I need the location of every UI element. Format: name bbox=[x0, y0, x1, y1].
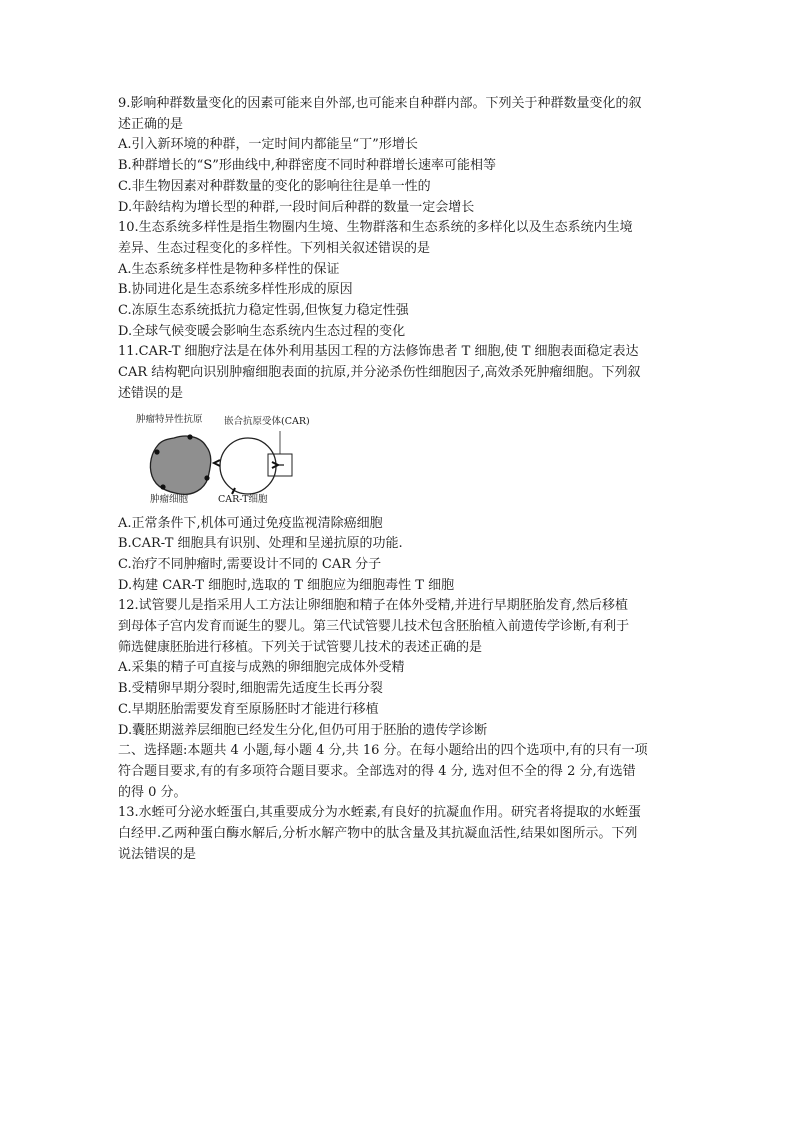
question-10-option-c: C.冻原生态系统抵抗力稳定性弱,但恢复力稳定性强 bbox=[118, 303, 409, 319]
question-9-option-b: B.种群增长的“S”形曲线中,种群密度不同时种群增长速率可能相等 bbox=[118, 158, 497, 174]
label-tumor-cell: 肿瘤细胞 bbox=[150, 493, 189, 505]
question-12-stem-line: 到母体子宫内发育而诞生的婴儿。第三代试管婴儿技术包含胚胎植入前遗传学诊断,有利于 bbox=[118, 619, 630, 635]
label-car-t-cell: CAR-T细胞 bbox=[218, 493, 268, 505]
section-2-line: 的得 0 分。 bbox=[118, 784, 187, 800]
question-12-option-d: D.囊胚期滋养层细胞已经发生分化,但仍可用于胚胎的遗传学诊断 bbox=[118, 722, 488, 738]
question-11-stem-line: 述错误的是 bbox=[118, 385, 184, 401]
question-9-option-d: D.年龄结构为增长型的种群,一段时间后种群的数量一定会增长 bbox=[118, 199, 475, 215]
question-10-option-b: B.协同进化是生态系统多样性形成的原因 bbox=[118, 282, 353, 298]
question-13-stem-line: 13.水蛭可分泌水蛭蛋白,其重要成分为水蛭素,有良好的抗凝血作用。研究者将提取的水蛭蛋 bbox=[118, 805, 641, 821]
question-12-stem-line: 筛选健康胚胎进行移植。下列关于试管婴儿技术的表述正确的是 bbox=[118, 639, 483, 655]
question-11-option-b: B.CAR-T 细胞具有识别、处理和呈递抗原的功能. bbox=[118, 536, 403, 552]
question-11-option-d: D.构建 CAR-T 细胞时,选取的 T 细胞应为细胞毒性 T 细胞 bbox=[118, 577, 455, 593]
question-9-option-c: C.非生物因素对种群数量的变化的影响往往是单一性的 bbox=[118, 178, 431, 194]
label-tumor-antigen: 肿瘤特异性抗原 bbox=[136, 413, 203, 425]
car-receptor-mark bbox=[214, 460, 220, 466]
question-13-stem-line: 白经甲.乙两种蛋白酶水解后,分析水解产物中的肽含量及其抗凝血活性,结果如图所示。下列 bbox=[118, 826, 638, 842]
antigen-dot bbox=[154, 449, 159, 454]
tumor-cell-shape bbox=[150, 436, 210, 494]
question-13 bbox=[118, 803, 678, 865]
question-9 bbox=[118, 94, 678, 218]
question-11-stem-line: CAR 结构靶向识别肿瘤细胞表面的抗原,并分泌杀伤性细胞因子,高效杀死肿瘤细胞。下列叙 bbox=[118, 365, 641, 381]
section-2-line: 符合题目要求,有的有多项符合题目要求。全部选对的得 4 分, 选对但不全的得 2 分,有选错 bbox=[118, 763, 636, 779]
question-10 bbox=[118, 218, 678, 342]
exam-page bbox=[118, 94, 678, 866]
question-12 bbox=[118, 596, 678, 741]
label-car: 嵌合抗原受体(CAR) bbox=[224, 415, 310, 427]
question-10-option-d: D.全球气候变暖会影响生态系统内生态过程的变化 bbox=[118, 323, 406, 339]
section-2-instructions bbox=[118, 741, 678, 803]
question-12-option-a: A.采集的精子可直接与成熟的卵细胞完成体外受精 bbox=[118, 660, 405, 676]
antigen-dot bbox=[187, 434, 192, 439]
question-11 bbox=[118, 342, 678, 596]
question-9-stem-line: 述正确的是 bbox=[118, 116, 184, 132]
antigen-dot bbox=[204, 475, 209, 480]
antigen-dot bbox=[160, 484, 165, 489]
question-11-option-c: C.治疗不同肿瘤时,需要设计不同的 CAR 分子 bbox=[118, 556, 382, 572]
question-10-option-a: A.生态系统多样性是物种多样性的保证 bbox=[118, 261, 340, 277]
question-10-stem-line: 10.生态系统多样性是指生物圈内生境、生物群落和生态系统的多样化以及生态系统内生境 bbox=[118, 220, 633, 236]
question-12-option-c: C.早期胚胎需要发育至原肠胚时才能进行移植 bbox=[118, 701, 379, 717]
question-9-stem-line: 9.影响种群数量变化的因素可能来自外部,也可能来自种群内部。下列关于种群数量变化的叙 bbox=[118, 96, 642, 111]
car-t-diagram bbox=[134, 408, 334, 506]
question-12-option-b: B.受精卵早期分裂时,细胞需先适度生长再分裂 bbox=[118, 681, 383, 697]
question-11-stem-line: 11.CAR-T 细胞疗法是在体外利用基因工程的方法修饰患者 T 细胞,使 T 细胞表面稳定表达 bbox=[118, 344, 639, 360]
question-9-option-a: A.引入新环境的种群，一定时间内都能呈“丁”形增长 bbox=[118, 137, 418, 153]
question-10-stem-line: 差异、生态过程变化的多样性。下列相关叙述错误的是 bbox=[118, 240, 431, 256]
question-13-stem-line: 说法错误的是 bbox=[118, 846, 197, 862]
section-2-line: 二、选择题:本题共 4 小题,每小题 4 分,共 16 分。在每小题给出的四个选项中,有的只有一项 bbox=[118, 743, 648, 759]
question-12-stem-line: 12.试管婴儿是指采用人工方法让卵细胞和精子在体外受精,并进行早期胚胎发育,然后移植 bbox=[118, 598, 628, 614]
question-11-option-a: A.正常条件下,机体可通过免疫监视清除癌细胞 bbox=[118, 515, 383, 531]
